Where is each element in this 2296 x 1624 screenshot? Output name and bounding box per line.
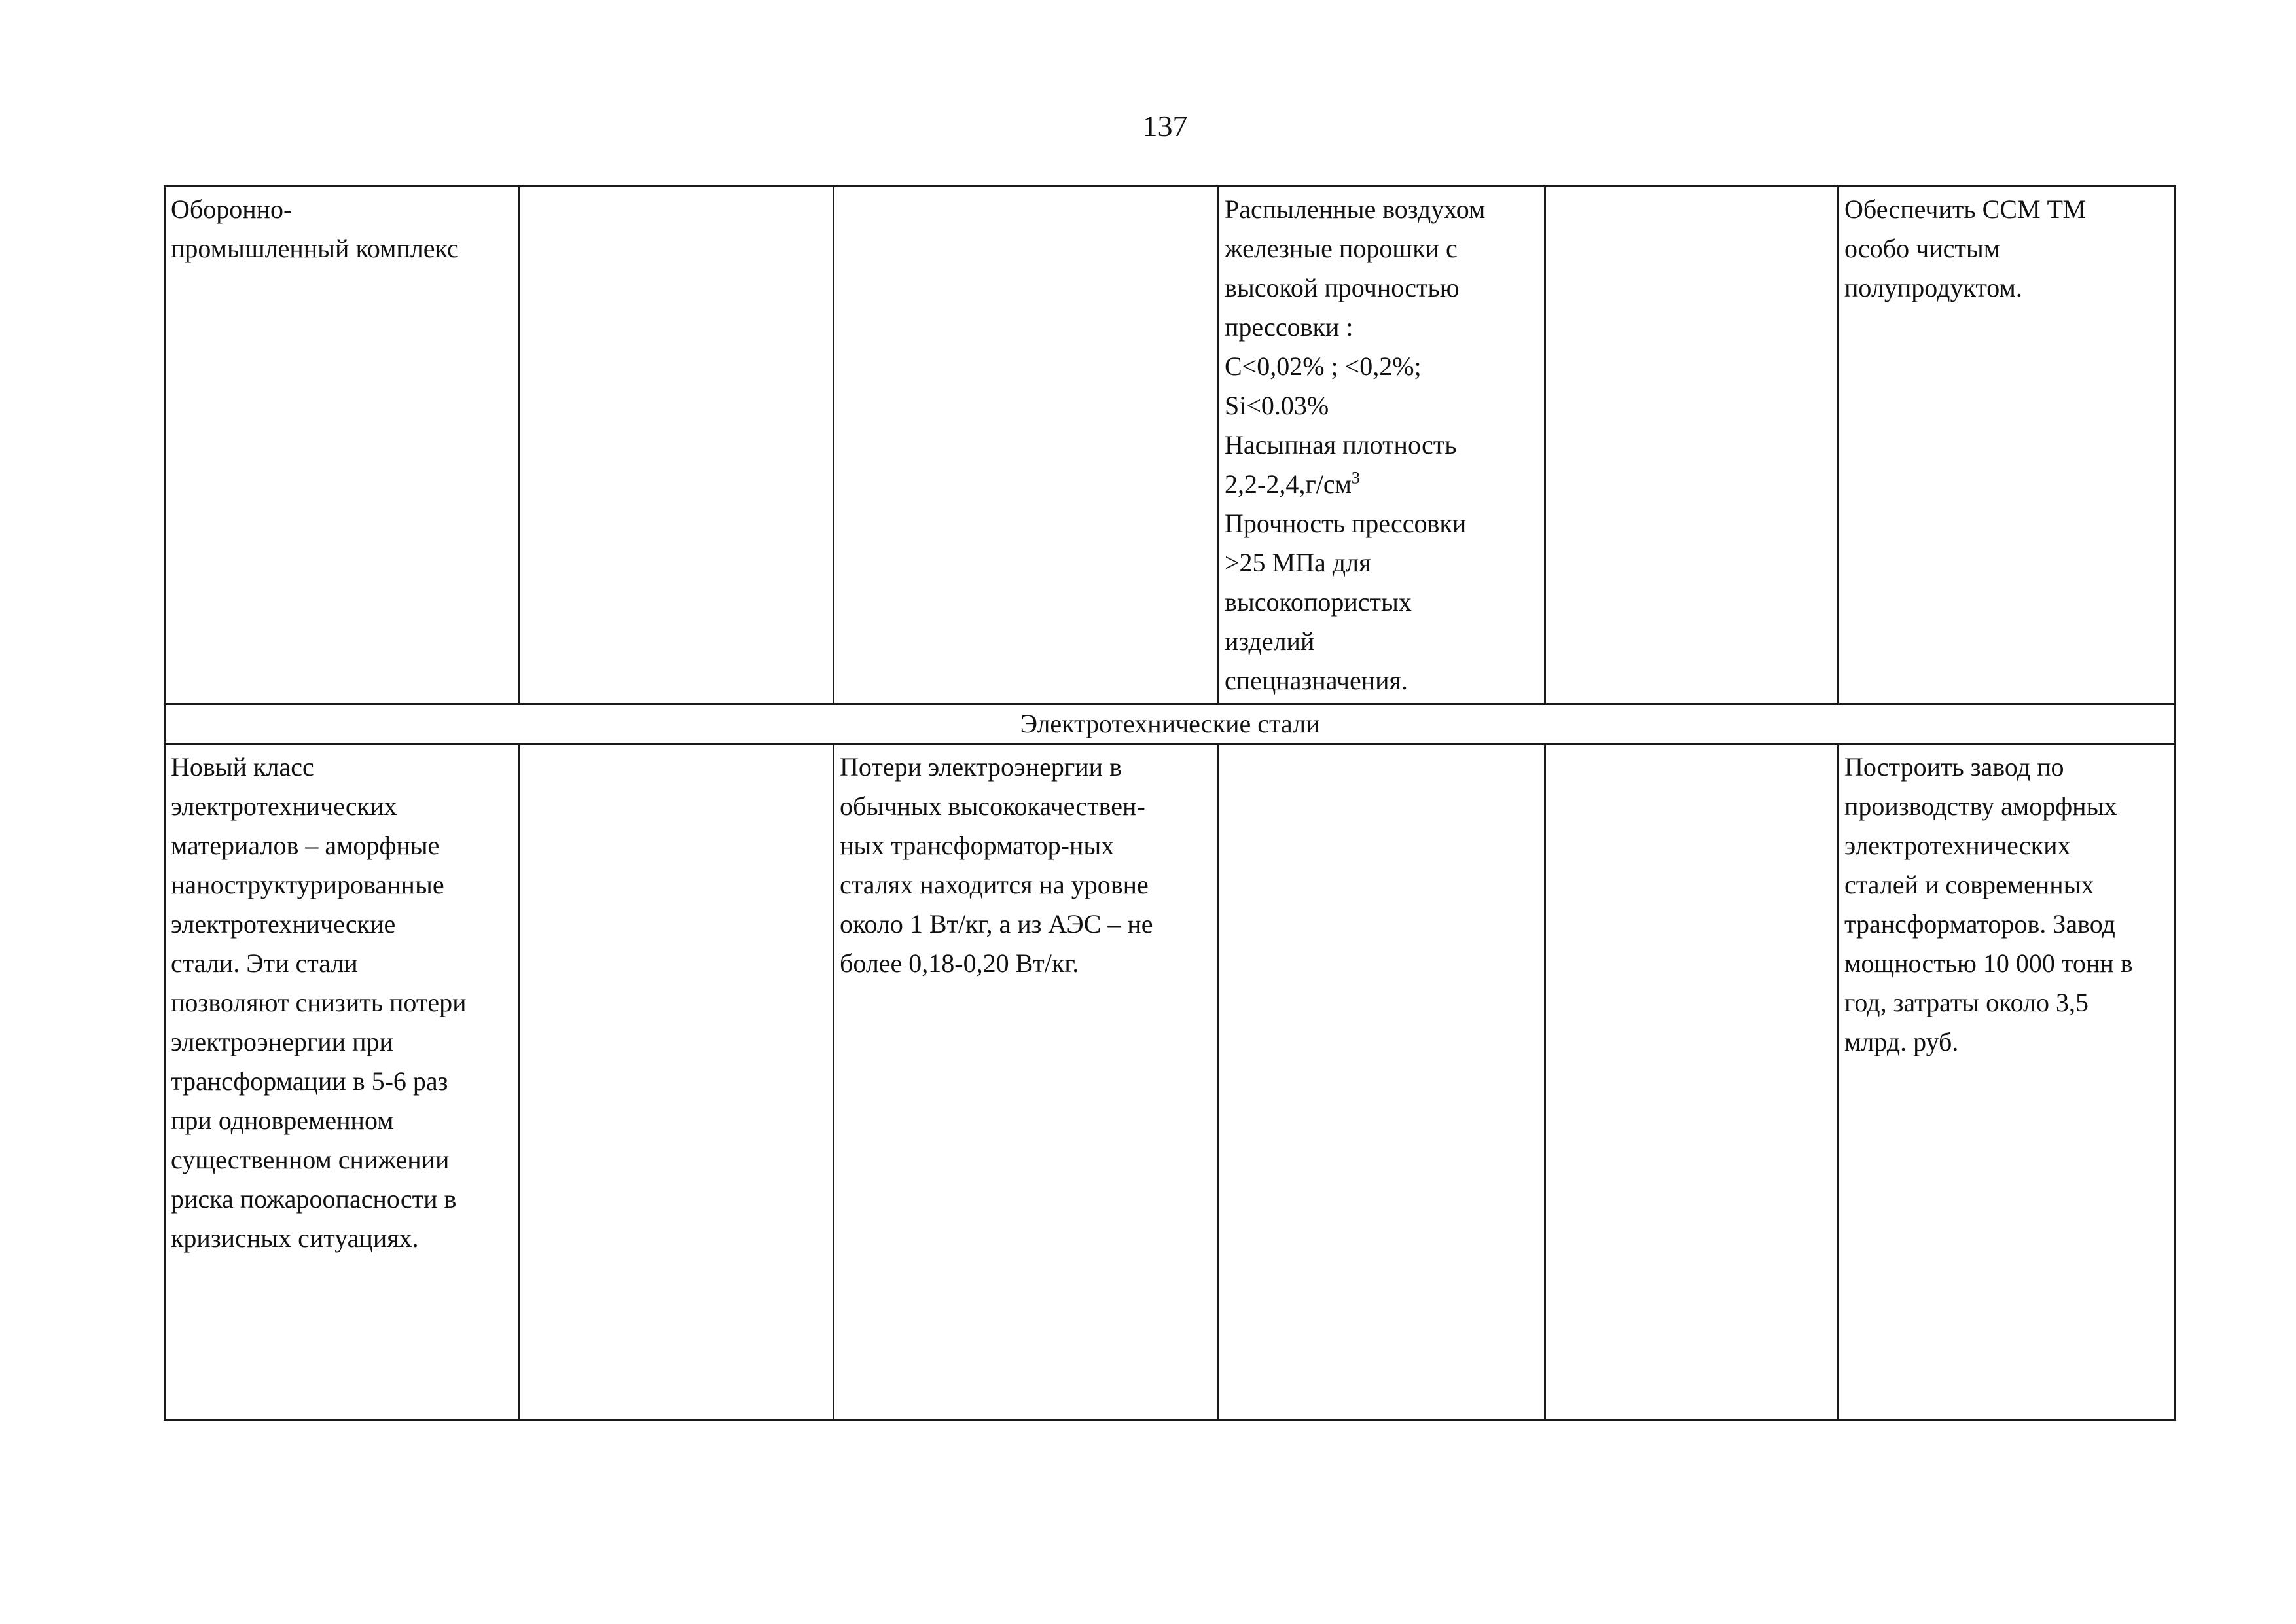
empty-cell (1545, 187, 1839, 704)
empty-cell (1545, 744, 1839, 1420)
measures-cell: Обеспечить ССМ ТМ особо чистым полупродуктом. (1839, 187, 2176, 704)
measures-cell: Построить завод по производству аморфных электротехнических сталей и современных трансформаторов. Завод мощностью 10 000 тонн в год, затраты около 3,5 млрд. руб. (1839, 744, 2176, 1420)
section-header-row (165, 704, 2176, 744)
section-title: Электротехнические стали (165, 704, 2176, 744)
requirements-cell (1219, 187, 1545, 704)
empty-cell (1219, 744, 1545, 1420)
unit-exponent: 3 (1351, 468, 1360, 488)
data-table (164, 185, 2176, 1421)
sector-cell: Оборонно- промышленный комплекс (165, 187, 520, 704)
strength-text: Прочность прессовки >25 МПа для высокопористых изделий спецназначения. (1225, 509, 1467, 695)
table-row-defense-industry (165, 187, 2176, 704)
table-row-electrical-steels (165, 744, 2176, 1420)
requirements-text: Распыленные воздухом железные порошки с высокой прочностью прессовки : C<0,02% ; <0,2%; Si<0.03% Насыпная плотность (1225, 194, 1486, 460)
bulk-density-value: 2,2-2,4,г/см (1225, 469, 1352, 499)
description-cell: Новый класс электротехнических материалов – аморфные наноструктурированные электротехнические стали. Эти стали позволяют снизить потери электроэнергии при трансформации в 5-6 раз при одновременном существенном снижении риска пожароопасности в кризисных ситуациях. (165, 744, 520, 1420)
empty-cell (834, 187, 1219, 704)
losses-cell: Потери электроэнергии в обычных высококачествен- ных трансформатор-ных сталях находится на уровне около 1 Вт/кг, а из АЭС – не более 0,18-0,20 Вт/кг. (834, 744, 1219, 1420)
empty-cell (520, 744, 834, 1420)
page-number: 137 (1142, 109, 1188, 143)
empty-cell (520, 187, 834, 704)
